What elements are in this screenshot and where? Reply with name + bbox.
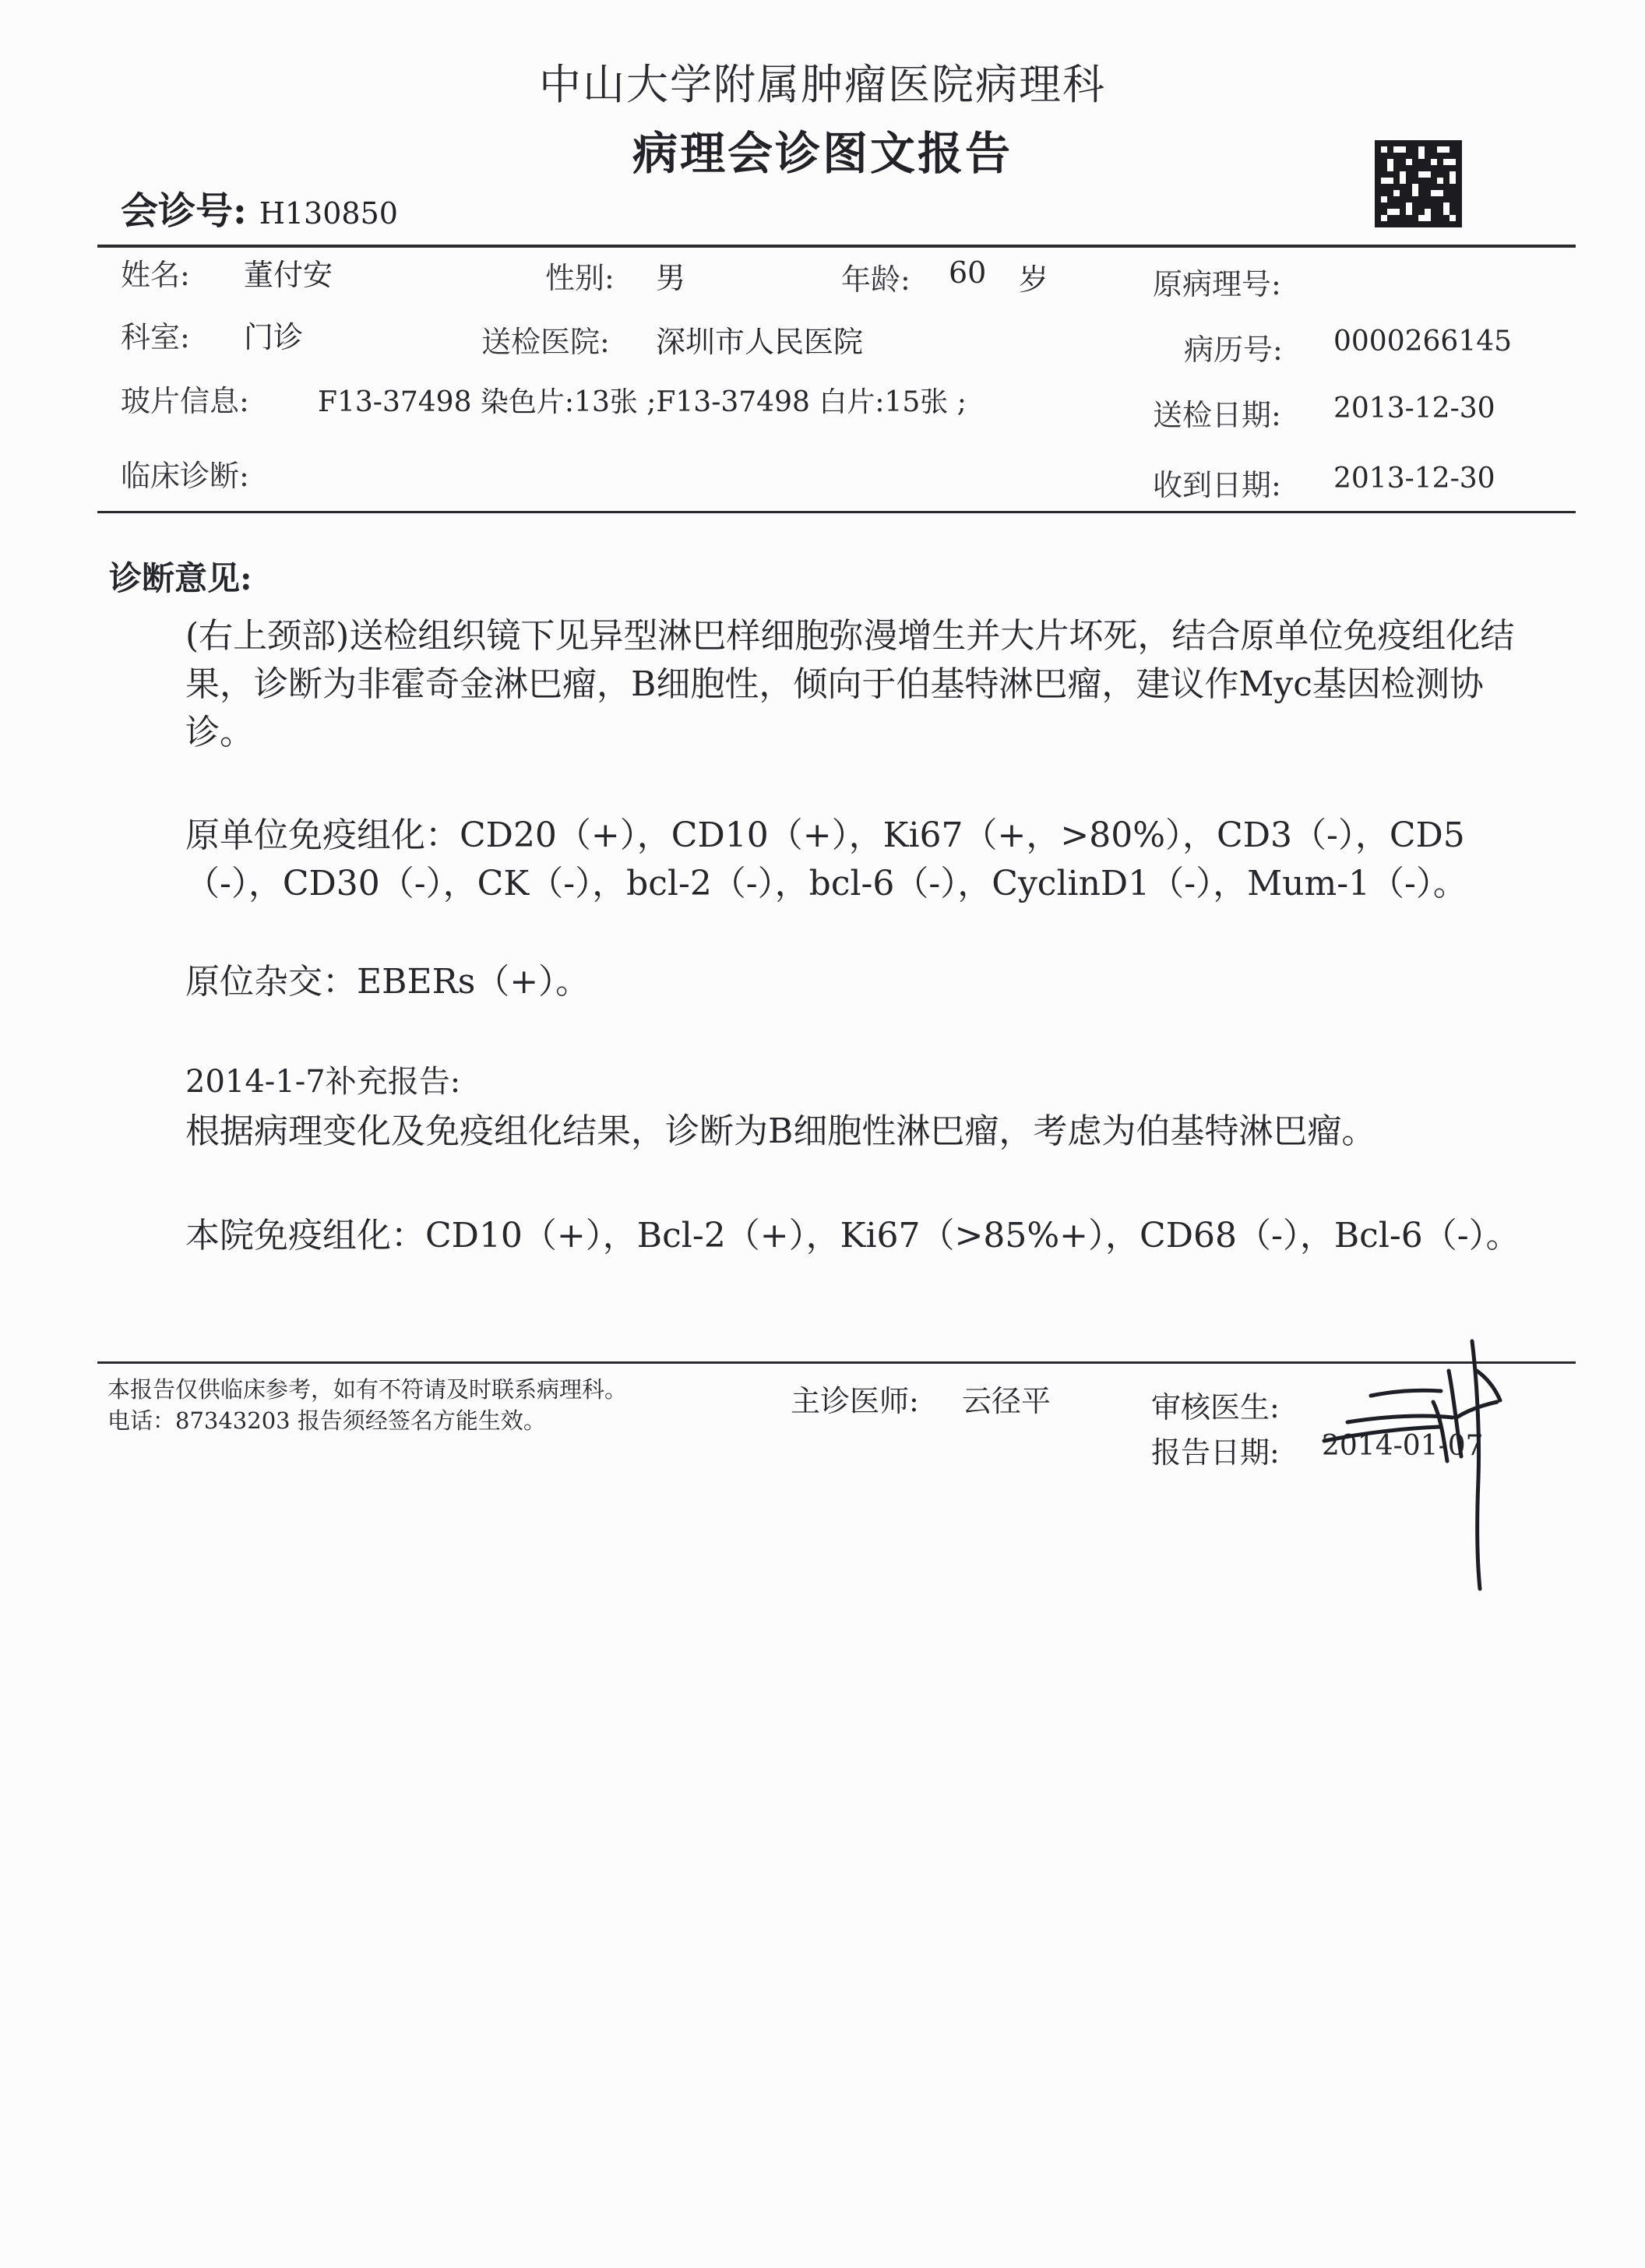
hospital-name: 中山大学附属肿瘤医院病理科 (539, 60, 1106, 109)
record-label: 病历号: (1184, 333, 1283, 367)
supplementary-title: 2014-1-7补充报告: (185, 1064, 461, 1100)
attending-label: 主诊医师: (791, 1384, 919, 1418)
info-divider (97, 511, 1576, 513)
age-unit: 岁 (1019, 262, 1049, 297)
record-no: 0000266145 (1333, 326, 1513, 357)
consult-value: H130850 (259, 196, 398, 231)
dept-label: 科室: (121, 320, 190, 354)
footer-note: 本报告仅供临床参考，如有不符请及时联系病理科。 电话：87343203 报告须经签名方能生效。 (107, 1376, 628, 1434)
send-date: 2013-12-30 (1333, 393, 1495, 424)
sex-label: 性别: (545, 261, 615, 295)
supplementary-text: 根据病理变化及免疫组化结果，诊断为B细胞性淋巴瘤，考虑为伯基特淋巴瘤。 (185, 1111, 1376, 1151)
diagnosis-paragraph: (右上颈部)送检组织镜下见异型淋巴样细胞弥漫增生并大片坏死，结合原单位免疫组化结果，诊断为非霍奇金淋巴瘤，B细胞性，倾向于伯基特淋巴瘤，建议作Myc基因检测协诊。 (185, 616, 1515, 752)
slide-label: 玻片信息: (121, 384, 249, 418)
slide-info: F13-37498 染色片:13张 ;F13-37498 白片:15张 ; (318, 386, 967, 418)
report-date-label: 报告日期: (1151, 1435, 1280, 1470)
header-divider (97, 245, 1576, 248)
sending-hospital: 深圳市人民医院 (656, 325, 864, 359)
report-date: 2014-01-07 (1322, 1430, 1484, 1462)
patient-dept: 门诊 (244, 320, 304, 354)
sending-hosp-label: 送检医院: (481, 325, 610, 359)
name-label: 姓名: (121, 258, 190, 292)
recv-date-label: 收到日期: (1153, 468, 1281, 502)
in-situ-hybridization: 原位杂交：EBERs（+）。 (185, 962, 590, 1002)
send-date-label: 送检日期: (1153, 398, 1281, 432)
signature-icon (1316, 1324, 1519, 1604)
recv-date: 2013-12-30 (1333, 463, 1495, 495)
patient-name: 董付安 (244, 258, 333, 292)
age-label: 年龄: (841, 262, 911, 297)
reviewer-label: 审核医生: (1151, 1390, 1280, 1425)
clinical-label: 临床诊断: (121, 459, 249, 493)
consult-number (121, 181, 398, 234)
report-title: 病理会诊图文报告 (632, 127, 1013, 180)
consult-label: 会诊号: (121, 189, 247, 233)
ihc-local: 本院免疫组化：CD10（+），Bcl-2（+），Ki67（>85%+），CD68（-），Bcl-6（-）。 (185, 1216, 1520, 1256)
ihc-original: 原单位免疫组化：CD20（+），CD10（+），Ki67（+，>80%），CD3（-），CD5（-），CD30（-），CK（-），bcl-2（-），bcl-6（-），CyclinD1（-），Mum-1（-）。 (185, 815, 1467, 903)
patient-sex: 男 (656, 261, 686, 295)
diagnosis-heading: 诊断意见: (109, 559, 252, 597)
orig-path-label: 原病理号: (1153, 267, 1281, 301)
barcode-icon (1375, 139, 1462, 229)
patient-age: 60 (949, 255, 987, 290)
attending-doctor: 云径平 (962, 1384, 1051, 1418)
